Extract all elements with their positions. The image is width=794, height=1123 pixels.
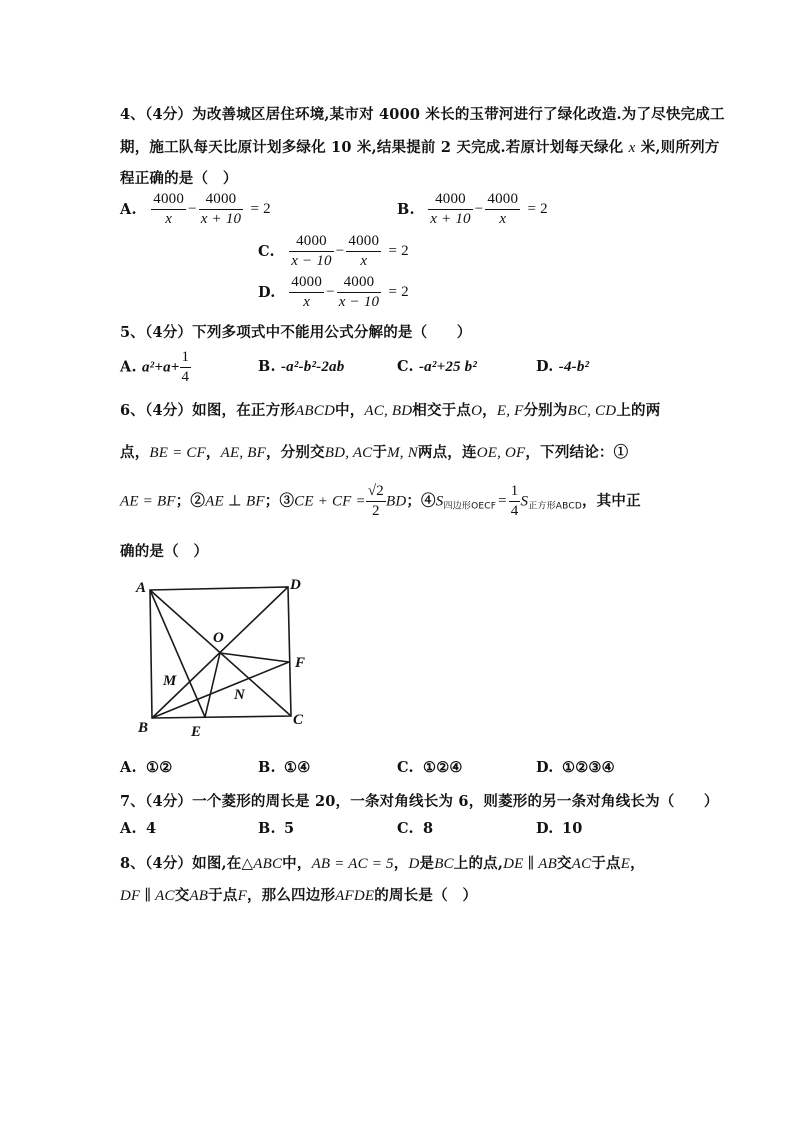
label-e: E [191, 724, 202, 740]
numerator: 1 [180, 348, 192, 368]
q5-option-d[interactable] [536, 358, 589, 376]
q6-line-3 [120, 482, 641, 521]
text: ；③ [264, 492, 295, 510]
math: AC, BD [364, 403, 413, 419]
numerator: 4000 [428, 190, 472, 210]
minus-sign: − [474, 201, 484, 217]
fraction [366, 482, 386, 521]
math: CE + CF = [294, 493, 366, 510]
segment-oe [205, 653, 220, 717]
q5-option-c-text: -a²+25 b² [418, 359, 478, 375]
fraction [337, 273, 381, 312]
denominator: 4 [181, 369, 190, 385]
math: O [471, 403, 483, 419]
equation-rhs: = 2 [388, 243, 409, 259]
text: ，其中正 [581, 492, 641, 510]
q4-option-d-label: D. [258, 283, 276, 301]
fraction [199, 190, 243, 229]
minus-sign: − [188, 201, 197, 217]
math: AE ⊥ BF [205, 493, 265, 510]
q5-option-c-label: C. [397, 358, 414, 375]
option-text: ①④ [284, 759, 311, 776]
label-a: A [136, 580, 147, 596]
fraction [289, 232, 333, 271]
math: BE = CF [149, 445, 206, 461]
equals-sign: = [498, 493, 507, 509]
label-d: D [290, 577, 301, 593]
option-text: 10 [562, 820, 583, 837]
text: 8、（4分）如图,在 [120, 855, 242, 872]
q8-line-1 [120, 852, 645, 873]
q5-option-a-text: a²+a+ [141, 359, 180, 376]
math: AB [189, 888, 209, 904]
q4-option-c-label: C. [258, 242, 275, 260]
text: ， [393, 855, 409, 872]
option-label: D. [536, 759, 554, 776]
math: △ABC [241, 856, 283, 872]
math: DF ∥ AC [120, 888, 175, 904]
q4-option-a[interactable] [120, 190, 273, 229]
numerator: 4000 [199, 190, 243, 210]
text: 于点 [591, 855, 621, 872]
text: ，分别交 [265, 444, 325, 461]
numerator: 4000 [289, 232, 333, 252]
label-m: M [163, 673, 177, 689]
denominator: x − 10 [338, 294, 380, 310]
text: 分别为 [523, 402, 568, 419]
text: 相交于点 [412, 402, 472, 419]
text: 6、（4分）如图，在正方形 [120, 402, 296, 419]
q6-option-b[interactable] [258, 759, 310, 776]
text: 是 [419, 855, 435, 872]
q4-line-2a: 期，施工队每天比原计划多绿化 10 米,结果提前 2 天完成.若原计划每天绿化 [120, 139, 624, 156]
q4-option-b-label: B. [397, 200, 415, 218]
q4-option-a-label: A. [120, 200, 137, 218]
equation-rhs: = 2 [250, 201, 271, 217]
denominator: 2 [372, 503, 380, 519]
math: DE ∥ AB [503, 856, 558, 872]
math: BC, CD [567, 403, 617, 419]
denominator: x [499, 211, 507, 227]
denominator: x + 10 [200, 211, 242, 227]
q5-option-d-text: -4-b² [558, 359, 590, 375]
label-b: B [138, 720, 149, 736]
text: ；④ [406, 492, 436, 510]
q5-stem: 5、（4分）下列多项式中不能用公式分解的是（ ） [120, 324, 472, 341]
option-text: ①②④ [423, 759, 463, 776]
text: 交 [174, 887, 190, 904]
math: E [620, 856, 631, 872]
text: 中， [335, 402, 365, 419]
text: 点， [120, 444, 150, 461]
fraction [509, 482, 521, 521]
text: ，那么四边形 [246, 887, 336, 904]
q7-option-b[interactable] [258, 820, 294, 837]
text: 交 [557, 855, 572, 872]
q5-option-b[interactable] [258, 358, 344, 376]
option-label: A. [120, 759, 137, 776]
math: AB = AC = 5 [311, 856, 394, 872]
numerator: 4000 [346, 232, 381, 252]
numerator: 4000 [151, 190, 186, 210]
math: D [408, 856, 420, 872]
numerator: 1 [509, 482, 521, 502]
area-symbol: S [520, 493, 529, 510]
math: OE, OF [476, 445, 526, 461]
segment-of [220, 653, 289, 662]
text: 中， [282, 855, 312, 872]
label-c: C [293, 712, 304, 728]
math: AFDE [335, 888, 375, 904]
option-label: A. [120, 820, 137, 837]
denominator: x − 10 [291, 253, 332, 269]
text: ， [205, 444, 221, 461]
fraction [485, 190, 520, 229]
numerator: 4000 [485, 190, 520, 210]
option-text: ①②③④ [562, 759, 615, 776]
math: BD [385, 493, 407, 510]
q6-line-4: 确的是（ ） [120, 543, 209, 560]
fraction [151, 190, 186, 229]
q6-option-c[interactable] [397, 759, 463, 776]
q4-option-b[interactable] [397, 190, 550, 229]
q8-line-2 [120, 884, 477, 905]
text: 的周长是（ ） [374, 887, 478, 904]
q5-option-c[interactable] [397, 358, 477, 376]
q5-option-b-label: B. [258, 358, 276, 375]
option-label: C. [397, 759, 414, 776]
option-text: 8 [423, 820, 434, 837]
q6-option-a[interactable] [120, 759, 172, 776]
denominator: x [360, 253, 368, 269]
label-o: O [213, 630, 224, 646]
fraction [428, 190, 472, 229]
q5-option-b-text: -a²-b²-2ab [280, 359, 345, 375]
text: ，下列结论：① [525, 444, 629, 461]
fraction [289, 273, 324, 312]
text: 上的两 [616, 402, 661, 419]
math: M, N [387, 445, 418, 461]
numerator: √2 [366, 482, 386, 502]
equation-rhs: = 2 [388, 284, 409, 300]
segment-bf [152, 662, 289, 718]
square-figure [130, 572, 320, 744]
fraction [346, 232, 381, 271]
option-text: ①② [146, 759, 173, 776]
numerator: 4000 [289, 273, 324, 293]
q6-option-d[interactable] [536, 759, 615, 776]
denominator: 4 [510, 503, 519, 519]
option-label: D. [536, 820, 554, 837]
option-label: B. [258, 759, 276, 776]
subscript: 四边形OECF [443, 501, 497, 512]
text: 于点 [208, 887, 238, 904]
text: ， [482, 402, 497, 419]
math: BC [434, 856, 454, 872]
minus-sign: − [335, 243, 345, 259]
q4-line-3: 程正确的是（ ） [120, 170, 238, 187]
math: AE = BF [120, 493, 176, 510]
text: 于 [372, 444, 388, 461]
q5-option-a[interactable] [120, 348, 191, 387]
area-symbol: S [435, 493, 444, 510]
q4-var-x: x [628, 140, 636, 156]
denominator: x [165, 211, 173, 227]
math: AE, BF [220, 445, 266, 461]
q4-line-1: 4、（4分）为改善城区居住环境,某市对 4000 米长的玉带河进行了绿化改造.为了尽快完成工 [120, 106, 725, 123]
q4-line-2 [120, 136, 719, 157]
q7-stem: 7、（4分）一个菱形的周长是 20，一条对角线长为 6，则菱形的另一条对角线长为（ ） [120, 793, 719, 810]
label-f: F [295, 655, 306, 671]
q7-option-d[interactable] [536, 820, 583, 837]
option-label: B. [258, 820, 276, 837]
segment-ae [150, 590, 205, 717]
q7-option-a[interactable] [120, 820, 156, 837]
fraction [180, 348, 192, 387]
denominator: x + 10 [430, 211, 471, 227]
diagonal-bd [152, 587, 288, 718]
subscript: 正方形ABCD [528, 501, 582, 512]
text: ， [630, 855, 645, 872]
q5-option-d-label: D. [536, 358, 554, 375]
text: 上的点, [453, 855, 504, 872]
q5-option-a-label: A. [120, 358, 137, 376]
text: ；② [175, 492, 206, 510]
equation-rhs: = 2 [527, 201, 548, 217]
q6-line-2 [120, 441, 628, 462]
math: AC [571, 856, 592, 872]
q7-option-c[interactable] [397, 820, 433, 837]
numerator: 4000 [337, 273, 381, 293]
q4-line-2b: 米,则所列方 [640, 139, 720, 156]
q4-option-c[interactable] [258, 232, 411, 271]
math: F [237, 888, 247, 904]
text: 两点，连 [417, 444, 477, 461]
minus-sign: − [326, 284, 335, 300]
math: BD, AC [324, 445, 373, 461]
q4-option-d[interactable] [258, 273, 411, 312]
q6-line-1 [120, 399, 660, 420]
denominator: x [303, 294, 311, 310]
option-text: 4 [146, 820, 157, 837]
option-label: C. [397, 820, 414, 837]
math: ABCD [295, 403, 335, 419]
option-text: 5 [284, 820, 295, 837]
label-n: N [234, 687, 245, 703]
math: E, F [496, 403, 524, 419]
